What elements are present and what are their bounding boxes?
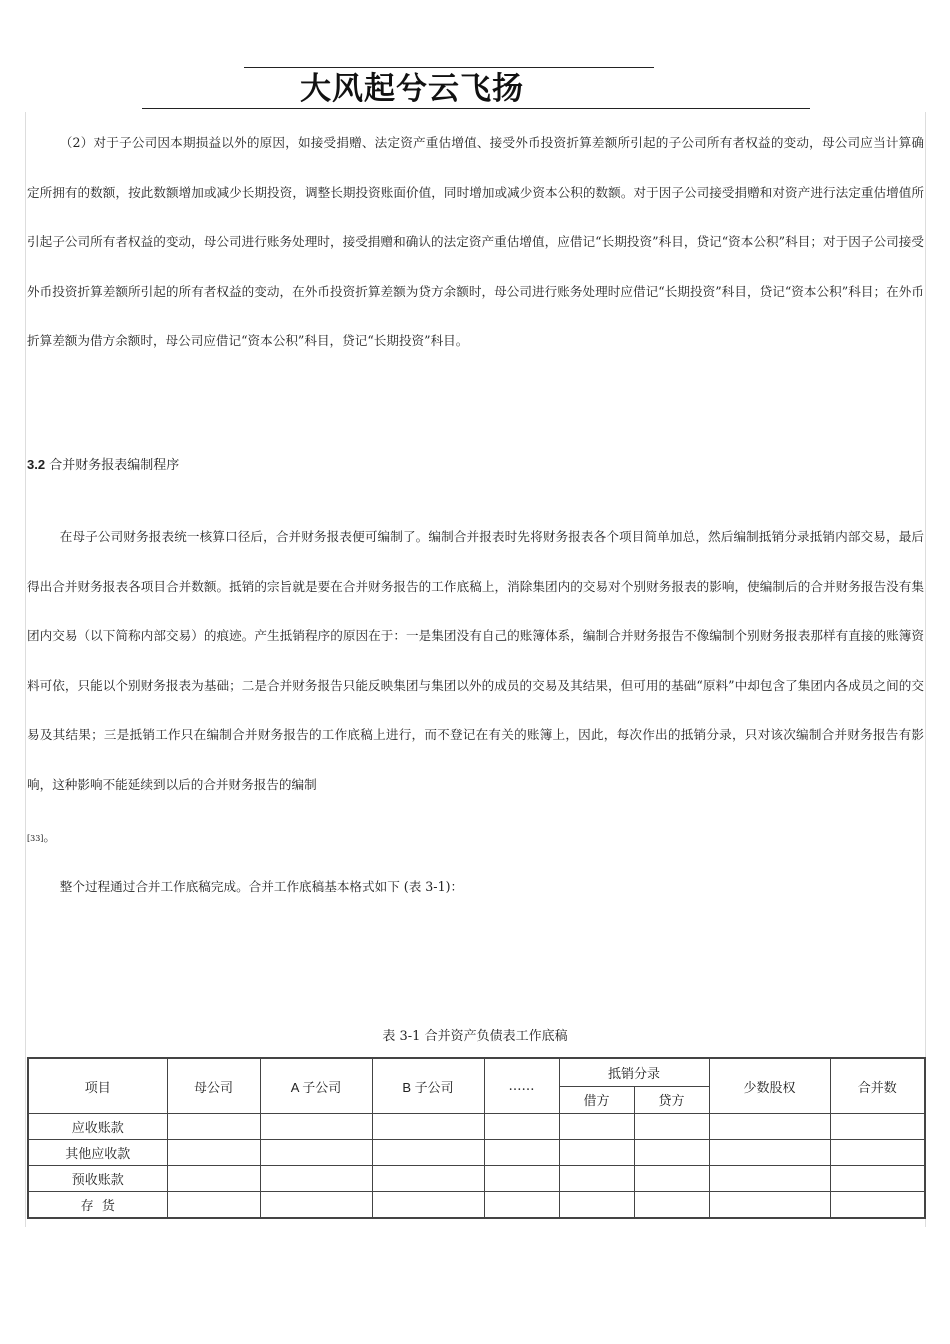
table-cell [372,1114,484,1140]
table-cell [634,1192,709,1219]
table-cell [559,1140,634,1166]
header-sub-a: A 子公司 [260,1058,372,1114]
table-cell [634,1140,709,1166]
citation-number: [33] [27,834,44,843]
table-cell [260,1166,372,1192]
table-cell [709,1166,830,1192]
citation-period: 。 [43,829,57,844]
table-cell [260,1114,372,1140]
table-cell [484,1114,559,1140]
section-number: 3.2 [27,457,46,472]
row-label: 存 货 [28,1192,167,1219]
table-cell [830,1166,925,1192]
header-item: 项目 [28,1058,167,1114]
citation-ref [27,826,56,845]
table-row [28,1140,925,1166]
row-label: 其他应收款 [28,1140,167,1166]
table-cell [372,1140,484,1166]
table-cell [484,1140,559,1166]
table-cell [559,1114,634,1140]
header-consolidated: 合并数 [830,1058,925,1114]
table-cell [484,1166,559,1192]
header-minority: 少数股权 [709,1058,830,1114]
table-cell [559,1192,634,1219]
paragraph-consolidation-text: 在母子公司财务报表统一核算口径后，合并财务报表便可编制了。编制合并报表时先将财务报表各个项目简单加总，然后编制抵销分录抵销内部交易，最后得出合并财务报表各项目合并数额。抵销的宗旨就是要在合并财务报告的工作底稿上，消除集团内的交易对个别财务报表的影响，使编制后的合并财务报告没有集团内交易（以下简称内部交易）的痕迹。产生抵销程序的原因在于：一是集团没有自己的账簿体系，编制合并财务报告不像编制个别财务报表那样有直接的账簿资料可依，只能以个别财务报表为基础；二是合并财务报告只能反映集团与集团以外的成员的交易及其结果，但可用的基础“原料”中却包含了集团内各成员之间的交易及其结果；三是抵销工作只在编制合并财务报告的工作底稿上进行，而不登记在有关的账簿上，因此，每次作出的抵销分录，只对该次编制合并财务报告有影响，这种影响不能延续到以后的合并财务报告的编制 [27,529,924,792]
table-row [28,1192,925,1219]
table-cell [167,1192,260,1219]
table-cell [167,1166,260,1192]
header-elimination: 抵销分录 [559,1058,709,1086]
header-rule-bottom [142,108,810,109]
row-label: 预收账款 [28,1166,167,1192]
table-cell [830,1192,925,1219]
table-cell [830,1140,925,1166]
table-cell [709,1114,830,1140]
table-cell [260,1140,372,1166]
worksheet-table [27,1057,926,1219]
header-debit: 借方 [559,1086,634,1114]
section-heading [27,454,179,473]
table-cell [634,1166,709,1192]
table-cell [559,1166,634,1192]
table-caption: 表 3-1 合并资产负债表工作底稿 [382,1029,568,1044]
section-title: 合并财务报表编制程序 [49,458,180,473]
table-cell [167,1114,260,1140]
row-label: 应收账款 [28,1114,167,1140]
header-parent: 母公司 [167,1058,260,1114]
header-banner: 大风起兮云飞扬 [300,71,524,107]
paragraph-worksheet-intro: 整个过程通过合并工作底稿完成。合并工作底稿基本格式如下 (表 3-1)： [59,879,464,894]
table-cell [634,1114,709,1140]
paragraph-equity-changes: （2）对于子公司因本期损益以外的原因，如接受捐赠、法定资产重估增值、接受外币投资折算差额所引起的子公司所有者权益的变动，母公司应当计算确定所拥有的数额，按此数额增加或减少长期投资，调整长期投资账面价值，同时增加或减少资本公积的数额。对于因子公司接受捐赠和对资产进行法定重估增值所引起子公司所有者权益的变动，母公司进行账务处理时，接受捐赠和确认的法定资产重估增值，应借记“长期投资”科目，贷记“资本公积”科目；对于因子公司接受外币投资折算差额所引起的所有者权益的变动，在外币投资折算差额为贷方余额时，母公司进行账务处理时应借记“长期投资”科目，贷记“资本公积”科目；在外币折算差额为借方余额时，母公司应借记“资本公积”科目，贷记“长期投资”科目。 [27,135,924,349]
table-cell [830,1114,925,1140]
header-rule-top [244,67,654,68]
header-ellipsis: …… [484,1058,559,1114]
page-frame-left [25,112,26,1227]
table-cell [167,1140,260,1166]
table-cell [709,1140,830,1166]
header-sub-b: B 子公司 [372,1058,484,1114]
table-cell [372,1192,484,1219]
table-row [28,1114,925,1140]
table-row [28,1166,925,1192]
table-cell [484,1192,559,1219]
table-cell [372,1166,484,1192]
table-cell [260,1192,372,1219]
table-cell [709,1192,830,1219]
header-credit: 贷方 [634,1086,709,1114]
paragraph-consolidation-procedure [27,512,924,810]
